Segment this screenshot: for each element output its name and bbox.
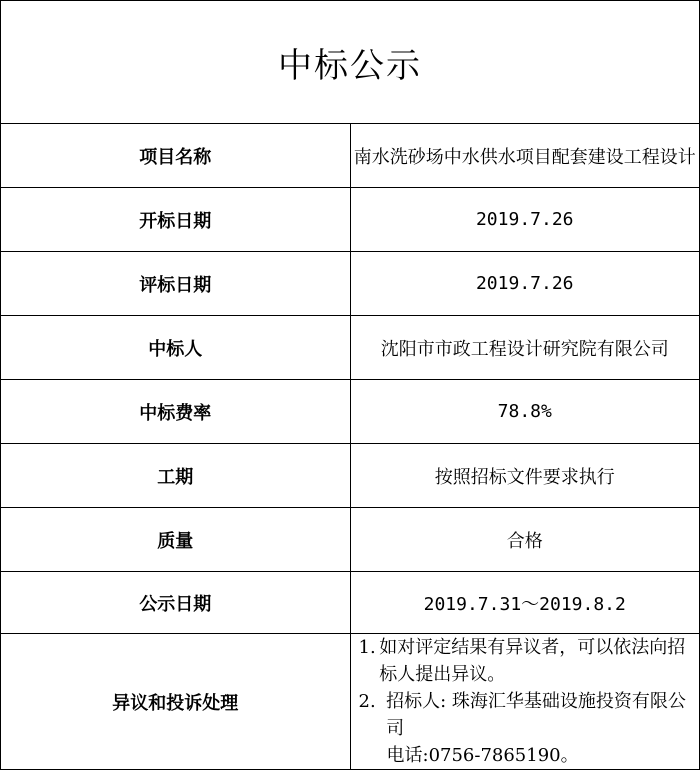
row-value-evaluation-date: 2019.7.26 <box>350 252 700 316</box>
row-value-duration: 按照招标文件要求执行 <box>350 444 700 508</box>
tenderer-phone: 电话:0756-7865190。 <box>386 745 579 766</box>
table-row <box>1 380 700 444</box>
objection-item <box>359 688 700 742</box>
row-value-publicity-date: 2019.7.31～2019.8.2 <box>350 572 700 634</box>
table-row <box>1 634 700 770</box>
table-row <box>1 188 700 252</box>
row-value-project-name: 南水洗砂场中水供水项目配套建设工程设计 <box>350 124 700 188</box>
row-label-publicity-date: 公示日期 <box>1 572 351 634</box>
row-label-objection: 异议和投诉处理 <box>1 634 351 770</box>
row-label-evaluation-date: 评标日期 <box>1 252 351 316</box>
objection-item-number: 2. <box>358 691 376 712</box>
row-label-fee-rate: 中标费率 <box>1 380 351 444</box>
table-row <box>1 316 700 380</box>
row-value-winner: 沈阳市市政工程设计研究院有限公司 <box>350 316 700 380</box>
row-value-quality: 合格 <box>350 508 700 572</box>
title-row <box>1 1 700 124</box>
notice-title: 中标公示 <box>1 1 700 124</box>
objection-item-number: 1. <box>358 637 376 658</box>
table-row <box>1 508 700 572</box>
row-value-opening-date: 2019.7.26 <box>350 188 700 252</box>
table-row <box>1 124 700 188</box>
row-value-fee-rate: 78.8% <box>350 380 700 444</box>
row-label-opening-date: 开标日期 <box>1 188 351 252</box>
objection-item-text: 招标人: 珠海汇华基础设施投资有限公司 <box>386 691 686 739</box>
objection-notes <box>350 634 700 770</box>
row-label-duration: 工期 <box>1 444 351 508</box>
row-label-winner: 中标人 <box>1 316 351 380</box>
row-label-project-name: 项目名称 <box>1 124 351 188</box>
table-row <box>1 444 700 508</box>
row-label-quality: 质量 <box>1 508 351 572</box>
objection-item-text: 如对评定结果有异议者，可以依法向招标人提出异议。 <box>379 637 686 685</box>
table-row <box>1 572 700 634</box>
objection-item <box>359 634 700 688</box>
table-row <box>1 252 700 316</box>
